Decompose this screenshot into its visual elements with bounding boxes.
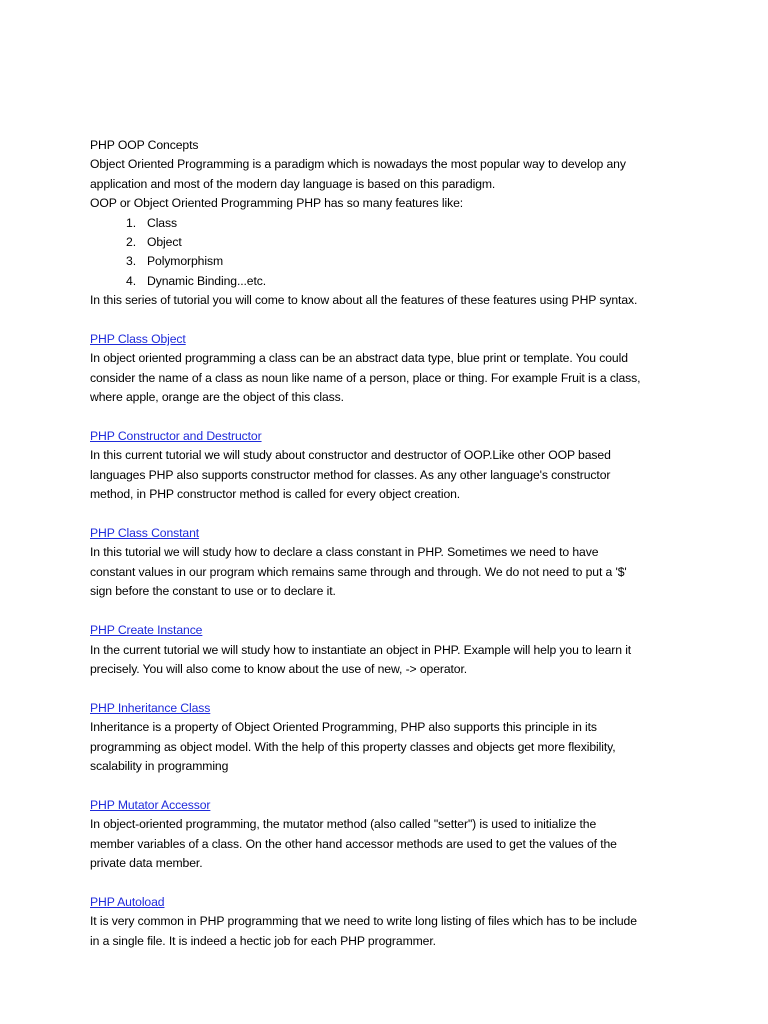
section-line: sign before the constant to use or to declare it. bbox=[90, 584, 336, 599]
list-item-text: Dynamic Binding...etc. bbox=[147, 273, 267, 288]
section-link[interactable]: PHP Create Instance bbox=[90, 623, 203, 638]
section-line: In this current tutorial we will study about constructor and destructor of OOP.Like other OOP based bbox=[90, 448, 611, 463]
list-item bbox=[90, 272, 690, 291]
section-line: precisely. You will also come to know about the use of new, -> operator. bbox=[90, 661, 468, 676]
section-line: consider the name of a class as noun like name of a person, place or thing. For example Fruit is a class, bbox=[90, 370, 641, 385]
section-link[interactable]: PHP Constructor and Destructor bbox=[90, 429, 262, 444]
list-item-text: Polymorphism bbox=[147, 254, 224, 269]
section-line: languages PHP also supports constructor method for classes. As any other language's constructor bbox=[90, 467, 611, 482]
list-item-text: Object bbox=[147, 235, 182, 250]
section-line: programming as object model. With the help of this property classes and objects get more flexibility, bbox=[90, 739, 616, 754]
section-line: member variables of a class. On the other hand accessor methods are used to get the values of the bbox=[90, 836, 617, 851]
intro-closing: In this series of tutorial you will come to know about all the features of these features using PHP syntax. bbox=[90, 293, 638, 308]
section-link[interactable]: PHP Inheritance Class bbox=[90, 700, 211, 715]
section-line: scalability in programming bbox=[90, 758, 229, 773]
section-autoload bbox=[90, 893, 690, 951]
section-class-constant bbox=[90, 524, 690, 602]
section-line: It is very common in PHP programming that we need to write long listing of files which has to be include bbox=[90, 914, 637, 929]
intro-line: Object Oriented Programming is a paradigm which is nowadays the most popular way to develop any bbox=[90, 157, 626, 172]
section-link[interactable]: PHP Class Object bbox=[90, 332, 186, 347]
section-link[interactable]: PHP Autoload bbox=[90, 894, 165, 909]
section-mutator-accessor bbox=[90, 796, 690, 874]
section-class-object bbox=[90, 330, 690, 408]
list-number: 3. bbox=[126, 254, 136, 269]
section-line: where apple, orange are the object of this class. bbox=[90, 390, 344, 405]
section-link[interactable]: PHP Class Constant bbox=[90, 526, 200, 541]
list-number: 4. bbox=[126, 273, 136, 288]
section-inheritance-class bbox=[90, 699, 690, 777]
list-item-text: Class bbox=[147, 215, 177, 230]
section-create-instance bbox=[90, 621, 690, 679]
section-line: private data member. bbox=[90, 855, 203, 870]
section-line: In this tutorial we will study how to declare a class constant in PHP. Sometimes we need to have bbox=[90, 545, 599, 560]
document-title: PHP OOP Concepts bbox=[90, 138, 199, 152]
intro-line: application and most of the modern day language is based on this paradigm. bbox=[90, 176, 496, 191]
document-page bbox=[90, 136, 690, 951]
list-item bbox=[90, 252, 690, 271]
feature-list bbox=[90, 214, 690, 292]
list-number: 2. bbox=[126, 235, 136, 250]
section-line: in a single file. It is indeed a hectic job for each PHP programmer. bbox=[90, 933, 436, 948]
section-link[interactable]: PHP Mutator Accessor bbox=[90, 797, 211, 812]
section-line: In object-oriented programming, the mutator method (also called "setter") is used to initialize the bbox=[90, 817, 597, 832]
list-number: 1. bbox=[126, 215, 136, 230]
section-line: In object oriented programming a class can be an abstract data type, blue print or template. You could bbox=[90, 351, 628, 366]
list-item bbox=[90, 214, 690, 233]
section-line: Inheritance is a property of Object Oriented Programming, PHP also supports this principle in its bbox=[90, 720, 597, 735]
section-line: method, in PHP constructor method is called for every object creation. bbox=[90, 487, 461, 502]
section-line: constant values in our program which remains same through and through. We do not need to put a '$' bbox=[90, 564, 627, 579]
section-constructor-destructor bbox=[90, 427, 690, 505]
section-line: In the current tutorial we will study how to instantiate an object in PHP. Example will help you to learn it bbox=[90, 642, 632, 657]
list-item bbox=[90, 233, 690, 252]
intro-line: OOP or Object Oriented Programming PHP has so many features like: bbox=[90, 196, 464, 211]
